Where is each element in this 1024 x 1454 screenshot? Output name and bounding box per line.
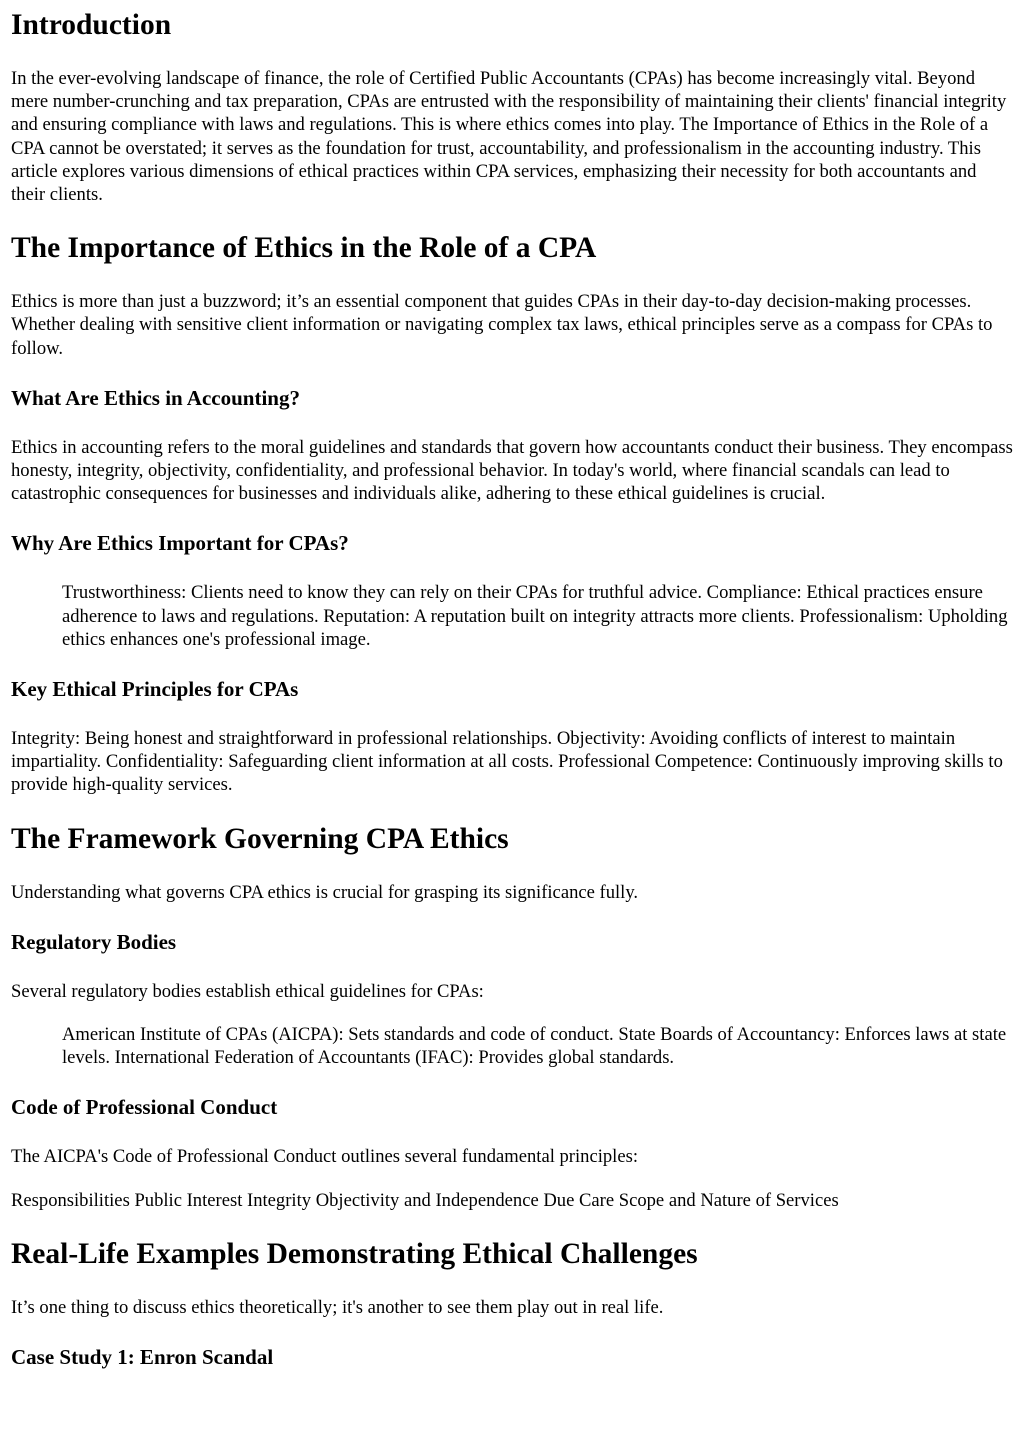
code-principles-list: Responsibilities Public Interest Integrity Objectivity and Independence Due Care Scope and Nature of Services <box>11 1189 839 1211</box>
intro-heading: Introduction <box>11 9 172 41</box>
regulatory-quote: American Institute of CPAs (AICPA): Sets standards and code of conduct. State Boards of Accountancy: Enforces laws at state levels. International Federation of Accountants (IFAC): Provides global standards. <box>62 1024 1007 1069</box>
what-heading: What Are Ethics in Accounting? <box>11 385 300 410</box>
principles-heading: Key Ethical Principles for CPAs <box>11 677 299 702</box>
importance-paragraph: Ethics is more than just a buzzword; it’s an essential component that guides CPAs in their day-to-day decision-making processes. Whether dealing with sensitive client information or navigating complex tax laws, ethical principles serve as a compass for CPAs to follow. <box>11 291 993 359</box>
intro-paragraph: In the ever-evolving landscape of finance, the role of Certified Public Accountants (CPAs) has become increasingly vital. Beyond mere number-crunching and tax preparation, CPAs are entrusted with the responsibility of maintaining their clients' financial integrity and ensuring compliance with laws and regulations. This is where ethics comes into play. The Importance of Ethics in the Role of a CPA cannot be overstated; it serves as the foundation for trust, accountability, and professionalism in the accounting industry. This article explores various dimensions of ethical practices within CPA services, emphasizing their necessity for both accountants and their clients. <box>11 68 1007 206</box>
importance-heading: The Importance of Ethics in the Role of a CPA <box>11 232 597 265</box>
code-paragraph: The AICPA's Code of Professional Conduct outlines several fundamental principles: <box>11 1146 639 1168</box>
case1-heading: Case Study 1: Enron Scandal <box>11 1345 274 1370</box>
what-paragraph: Ethics in accounting refers to the moral guidelines and standards that govern how accountants conduct their business. They encompass honesty, integrity, objectivity, confidentiality, and professional behavior. In today's world, where financial scandals can lead to catastrophic consequences for businesses and individuals alike, adhering to these ethical guidelines is crucial. <box>11 436 1013 505</box>
framework-heading: The Framework Governing CPA Ethics <box>11 822 509 855</box>
examples-paragraph: It’s one thing to discuss ethics theoretically; it's another to see them play out in real life. <box>11 1296 664 1318</box>
framework-paragraph: Understanding what governs CPA ethics is crucial for grasping its significance fully. <box>11 881 639 903</box>
regulatory-paragraph: Several regulatory bodies establish ethical guidelines for CPAs: <box>11 980 484 1002</box>
examples-heading: Real-Life Examples Demonstrating Ethical Challenges <box>11 1237 698 1270</box>
code-heading: Code of Professional Conduct <box>11 1095 278 1120</box>
why-heading: Why Are Ethics Important for CPAs? <box>11 531 349 556</box>
article <box>0 8 1024 1369</box>
principles-paragraph: Integrity: Being honest and straightforward in professional relationships. Objectivity: Avoiding conflicts of interest to maintain impartiality. Confidentiality: Safeguarding client information at all costs. Professional Competence: Continuously improving skills to provide high-quality services. <box>11 728 1003 796</box>
why-quote: Trustworthiness: Clients need to know they can rely on their CPAs for truthful advice. Compliance: Ethical practices ensure adherence to laws and regulations. Reputation: A reputation built on integrity attracts more clients. Professionalism: Upholding ethics enhances one's professional image. <box>62 582 1008 650</box>
regulatory-heading: Regulatory Bodies <box>11 929 177 954</box>
